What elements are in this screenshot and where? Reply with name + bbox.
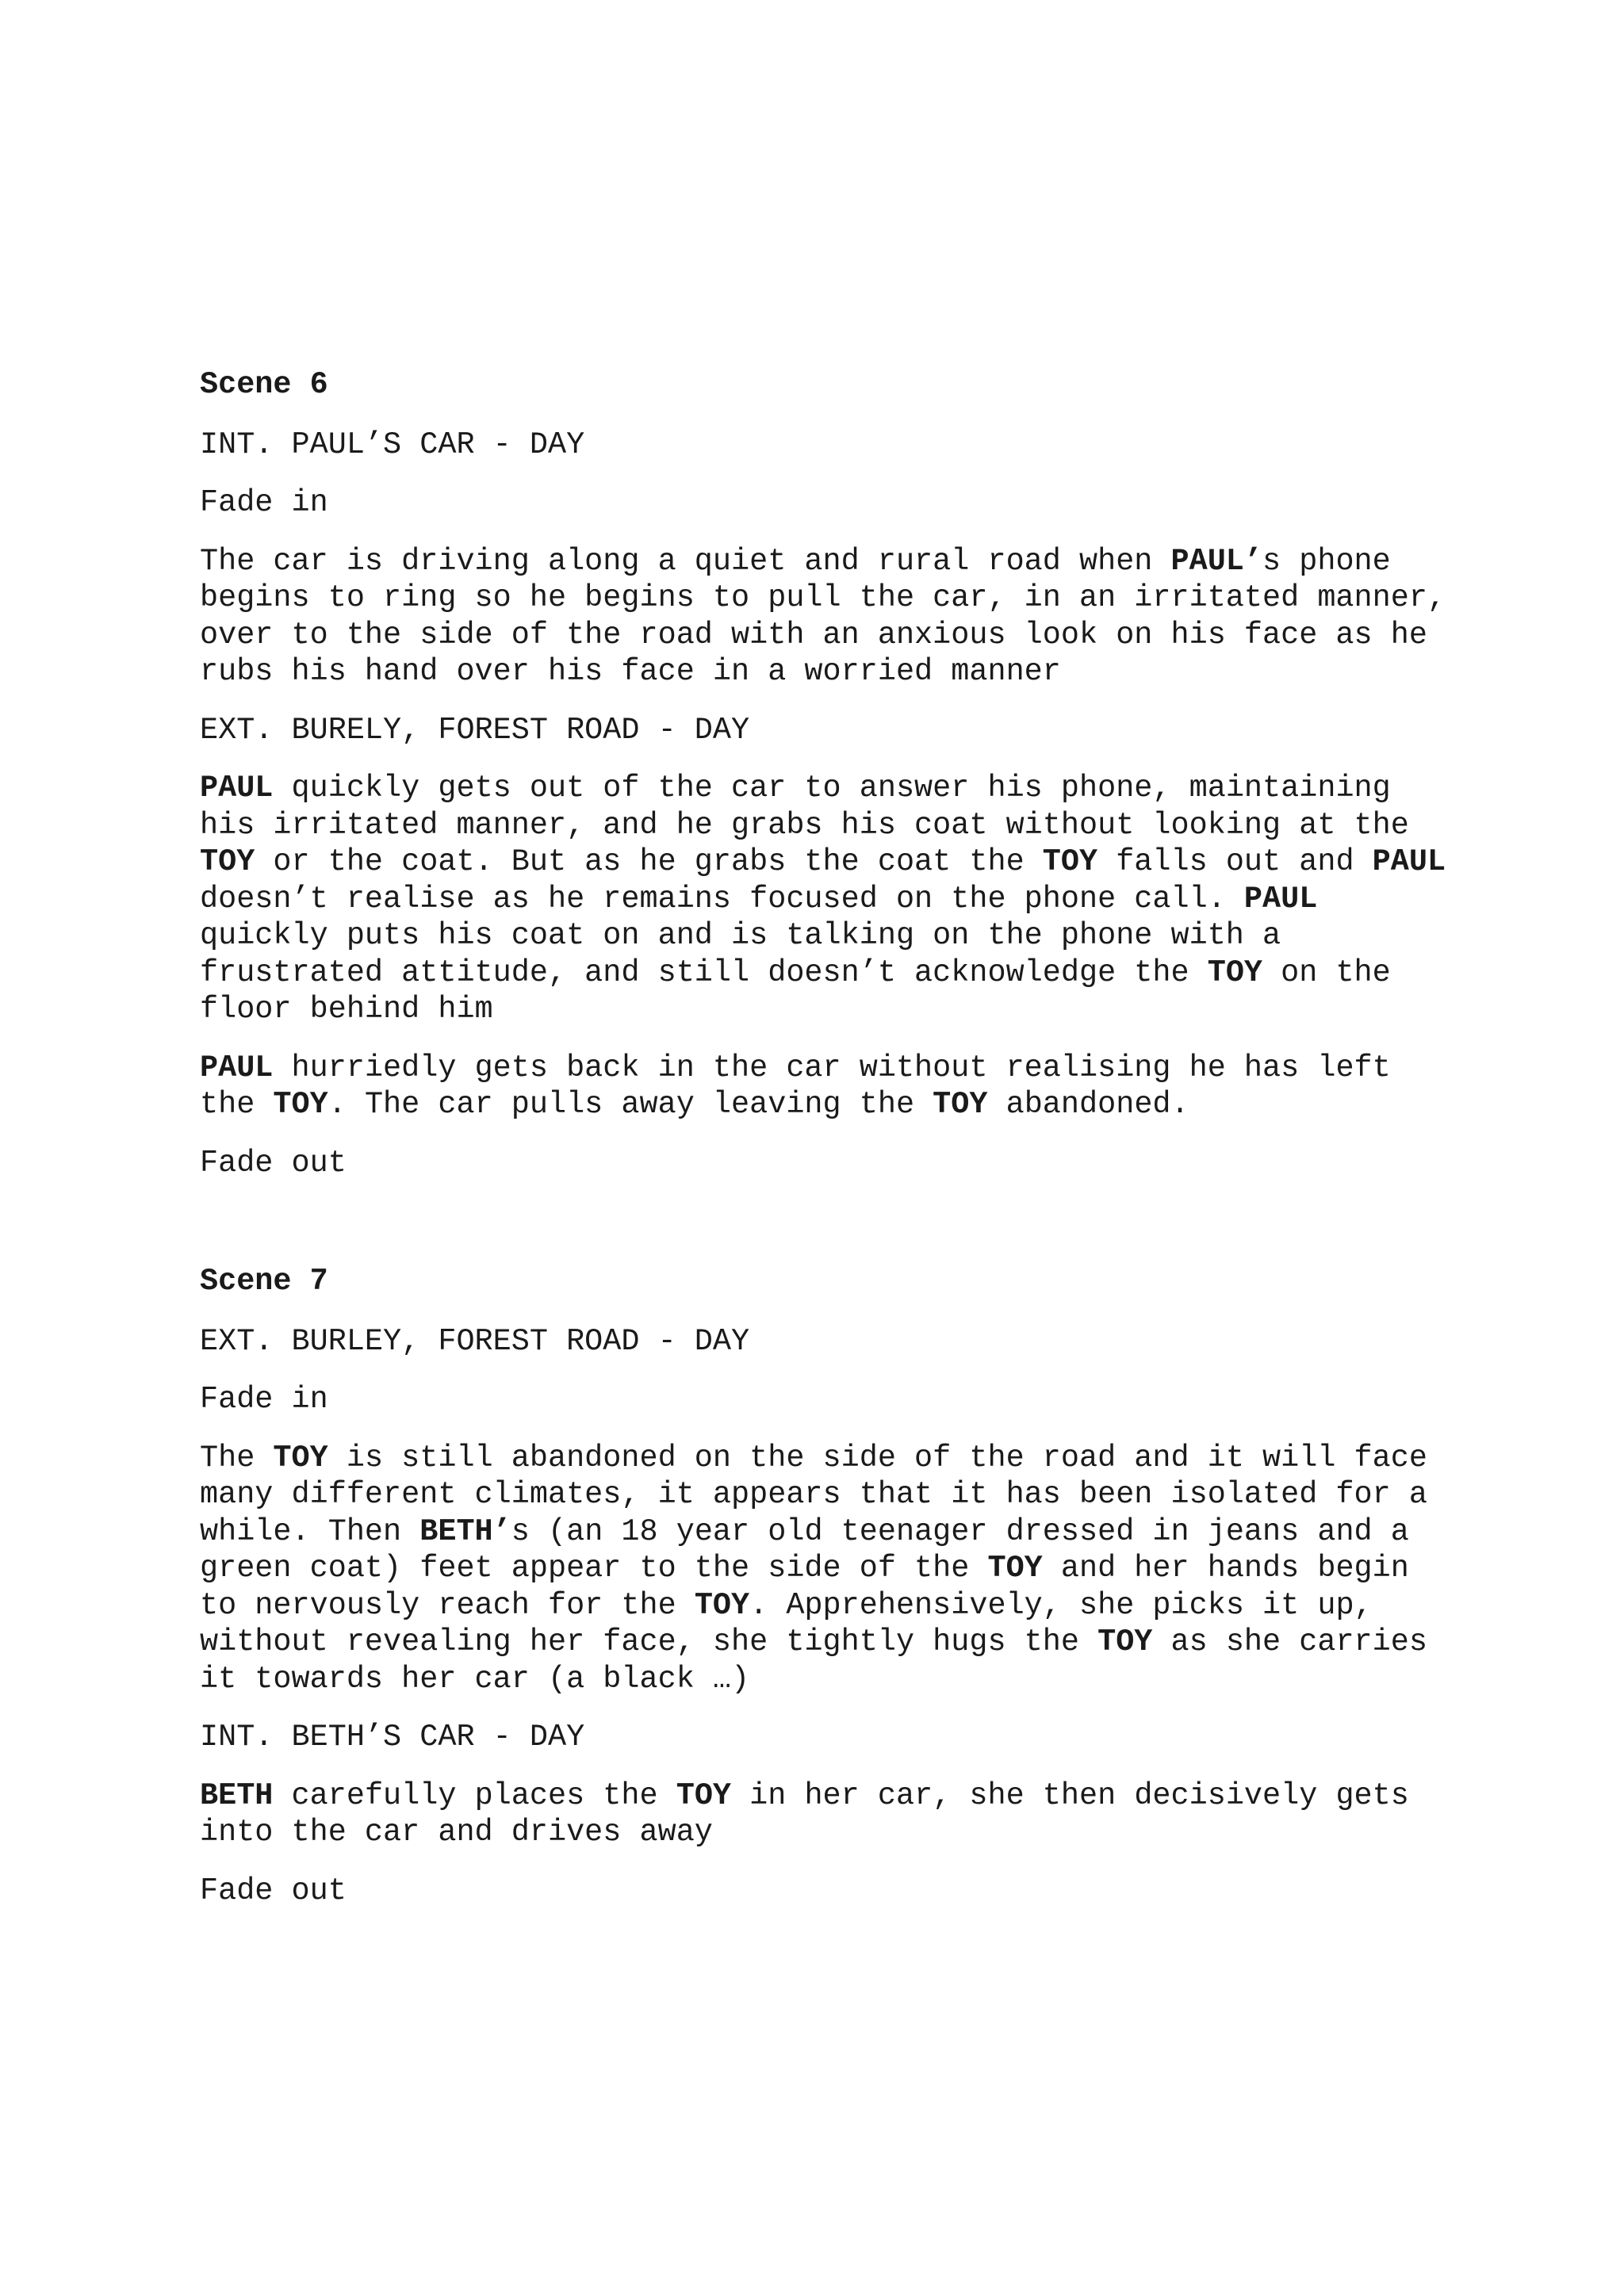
text-run: on the (1262, 955, 1391, 990)
text-run: The (200, 1440, 274, 1475)
character-name: TOY (1042, 844, 1098, 879)
text-line (200, 881, 1516, 918)
character-name: PAUL’ (1170, 543, 1263, 579)
text-run: the (200, 1087, 274, 1122)
text-run: s phone (1262, 543, 1391, 579)
action-paragraph (200, 1777, 1516, 1851)
text-run: as she carries (1152, 1624, 1427, 1659)
transition-fade-out: Fade out (200, 1145, 347, 1181)
action-paragraph (200, 1050, 1516, 1123)
character-name: PAUL (200, 771, 274, 806)
text-line (200, 580, 1516, 617)
character-name: BETH’ (419, 1513, 511, 1549)
text-line (200, 955, 1516, 992)
transition-fade-in: Fade in (200, 1382, 328, 1417)
scene-7 (200, 1263, 1516, 1909)
text-line (200, 1050, 1516, 1087)
scene-6 (200, 366, 1516, 1181)
text-run: . Apprehensively, she picks it up, (749, 1587, 1373, 1623)
scene-heading: INT. BETH’S CAR - DAY (200, 1720, 585, 1755)
action-paragraph (200, 543, 1516, 691)
text-line (200, 1624, 1516, 1661)
text-run: . The car pulls away leaving the (327, 1087, 933, 1122)
text-run: falls out and (1097, 844, 1373, 879)
text-run: it towards her car (a black …) (200, 1661, 750, 1697)
text-line (200, 807, 1516, 844)
text-line (200, 917, 1516, 955)
character-name: TOY (273, 1440, 328, 1475)
character-name: TOY (933, 1087, 988, 1122)
text-run: green coat) feet appear to the side of the (200, 1551, 988, 1586)
text-line (200, 1814, 1516, 1851)
character-name: TOY (273, 1087, 328, 1122)
text-run: without revealing her face, she tightly hugs the (200, 1624, 1098, 1659)
character-name: TOY (1097, 1624, 1153, 1659)
text-run: floor behind him (200, 992, 493, 1027)
text-line (200, 543, 1516, 580)
text-line (200, 1550, 1516, 1587)
scene-heading: INT. PAUL’S CAR - DAY (200, 427, 585, 462)
text-run: The car is driving along a quiet and rural road when (200, 543, 1171, 579)
transition-fade-in: Fade in (200, 485, 328, 520)
text-run: quickly gets out of the car to answer his phone, maintaining (273, 771, 1391, 806)
text-run: into the car and drives away (200, 1815, 713, 1850)
text-run: carefully places the (273, 1777, 676, 1813)
text-run: doesn’t realise as he remains focused on the phone call. (200, 881, 1244, 916)
text-line (200, 1587, 1516, 1624)
text-run: is still abandoned on the side of the road and it will face (327, 1440, 1427, 1475)
text-line (200, 844, 1516, 881)
scene-title: Scene 6 (200, 367, 328, 402)
character-name: PAUL (200, 1050, 274, 1085)
text-line (200, 770, 1516, 807)
scene-spacer (200, 1181, 1516, 1263)
text-run: many different climates, it appears that it has been isolated for a (200, 1477, 1427, 1512)
action-paragraph (200, 1440, 1516, 1698)
text-line (200, 1476, 1516, 1513)
character-name: TOY (200, 844, 255, 879)
text-run: begins to ring so he begins to pull the car, in an irritated manner, (200, 580, 1446, 615)
text-run: while. Then (200, 1513, 420, 1549)
character-name: PAUL (1372, 844, 1446, 879)
text-run: rubs his hand over his face in a worried manner (200, 654, 1061, 689)
character-name: BETH (200, 1777, 274, 1813)
text-run: to nervously reach for the (200, 1587, 695, 1623)
text-line (200, 991, 1516, 1028)
transition-fade-out: Fade out (200, 1873, 347, 1908)
scene-title: Scene 7 (200, 1264, 328, 1299)
character-name: TOY (987, 1551, 1043, 1586)
text-line (200, 1513, 1516, 1551)
text-line (200, 653, 1516, 691)
text-run: his irritated manner, and he grabs his coat without looking at the (200, 807, 1409, 843)
text-run: or the coat. But as he grabs the coat the (255, 844, 1043, 879)
character-name: TOY (694, 1587, 750, 1623)
text-run: in her car, she then decisively gets (731, 1777, 1409, 1813)
text-line (200, 1777, 1516, 1815)
character-name: PAUL (1243, 881, 1318, 916)
character-name: TOY (1207, 955, 1263, 990)
text-run: over to the side of the road with an anxious look on his face as he (200, 617, 1427, 652)
action-paragraph (200, 770, 1516, 1028)
text-line (200, 617, 1516, 654)
screenplay-page (200, 366, 1516, 1909)
text-run: frustrated attitude, and still doesn’t acknowledge the (200, 955, 1208, 990)
scene-heading: EXT. BURLEY, FOREST ROAD - DAY (200, 1323, 750, 1359)
text-run: abandoned. (987, 1087, 1189, 1122)
text-run: s (an 18 year old teenager dressed in jeans and a (511, 1513, 1409, 1549)
text-run: quickly puts his coat on and is talking on the phone with a (200, 918, 1281, 953)
text-line (200, 1661, 1516, 1698)
scene-heading: EXT. BURELY, FOREST ROAD - DAY (200, 712, 750, 748)
text-line (200, 1086, 1516, 1123)
character-name: TOY (676, 1777, 732, 1813)
text-run: and her hands begin (1042, 1551, 1409, 1586)
text-line (200, 1440, 1516, 1477)
text-run: hurriedly gets back in the car without realising he has left (273, 1050, 1391, 1085)
